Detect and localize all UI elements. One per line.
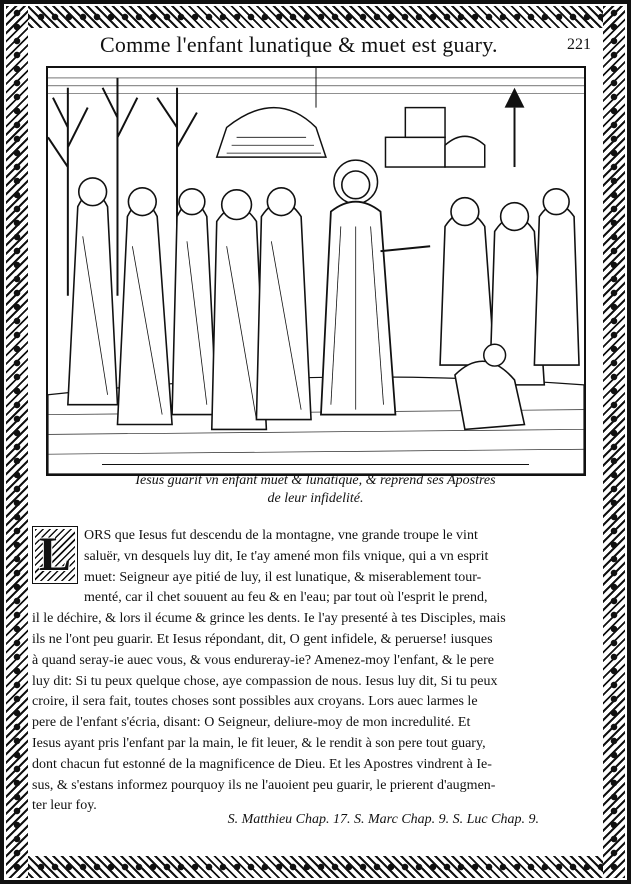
page-title: Comme l'enfant lunatique & muet est guary. — [100, 32, 498, 57]
body-line: croire, il sera fait, toutes choses sont possibles aux croyans. Lors auec larmes le — [32, 694, 478, 710]
body-line: ils ne l'ont peu guarir. Et Iesus répondant, dit, O gent infidele, & peruerse! iusques — [32, 631, 493, 647]
page-number: 221 — [567, 36, 591, 53]
body-text — [32, 526, 589, 817]
body-line: pere de l'enfant s'écria, disant: O Seigneur, deliure-moy de mon incredulité. Et — [32, 715, 471, 731]
body-line: saluër, vn desquels luy dit, Ie t'ay amené mon fils vnique, qui a vn esprit — [84, 548, 489, 564]
scripture-references: S. Matthieu Chap. 17. S. Marc Chap. 9. S. Luc Chap. 9. — [227, 812, 539, 827]
body-line: Iesus ayant pris l'enfant par la main, le fit leuer, & le rendit à son pere tout guary, — [32, 735, 486, 751]
caption-rule — [102, 464, 529, 465]
body-line: menté, car il chet souuent au feu & en l'eau; par tout où l'esprit le prend, — [84, 590, 488, 606]
body-line: ter leur foy. — [32, 798, 97, 814]
caption-line-2: de leur infidelité. — [267, 491, 364, 506]
body-line: dont chacun fut estonné de la magnificence de Dieu. Et les Apostres vindrent à Ie- — [32, 756, 492, 772]
page-content — [32, 32, 599, 852]
body-line: il le déchire, & lors il écume & grince les dents. Ie l'ay presenté à tes Disciples, mais — [32, 611, 506, 627]
body-line: muet: Seigneur aye pitié de luy, il est lunatique, & miserablement tour- — [84, 569, 482, 585]
caption-line-1: Iesus guarit vn enfant muet & lunatique, & reprend ses Apostres — [135, 473, 496, 488]
body-line: ORS que Iesus fut descendu de la montagne, vne grande troupe le vint — [84, 528, 478, 543]
woodcut-illustration — [46, 66, 586, 476]
body-line: à quand seray-ie auec vous, & vous endureray-ie? Amenez-moy l'enfant, & le pere — [32, 652, 494, 668]
ornamental-border-bottom — [6, 856, 625, 878]
initial-letter: L — [38, 528, 71, 581]
body-line: sus, & s'estans informez pourquoy ils ne l'auoient peu guarir, le prierent d'augmen- — [32, 777, 496, 793]
ornamental-border-left — [6, 6, 28, 878]
woodcut-scene — [48, 68, 584, 474]
ornamental-border-right — [603, 6, 625, 878]
ornamental-border-top — [6, 6, 625, 28]
illustration-caption — [72, 472, 559, 508]
page-header — [32, 32, 599, 58]
body-line: luy dit: Si tu peux quelque chose, aye compassion de nous. Iesus luy dit, Si tu peux — [32, 673, 498, 689]
